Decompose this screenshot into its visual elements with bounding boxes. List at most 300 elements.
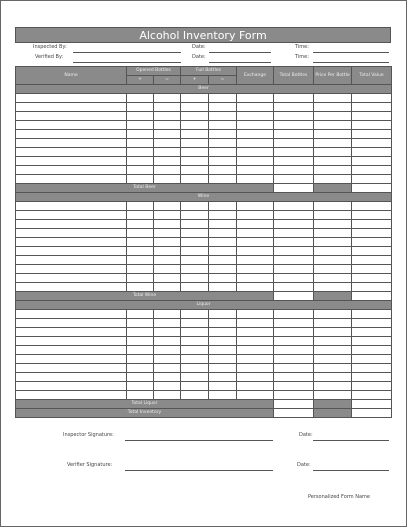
table-cell[interactable] bbox=[314, 103, 352, 112]
table-cell[interactable] bbox=[237, 166, 274, 175]
table-cell[interactable] bbox=[209, 229, 237, 238]
table-cell[interactable] bbox=[154, 139, 181, 148]
table-cell[interactable] bbox=[16, 328, 127, 337]
table-cell[interactable] bbox=[237, 175, 274, 184]
table-cell[interactable] bbox=[16, 247, 127, 256]
table-cell[interactable] bbox=[16, 121, 127, 130]
table-cell[interactable] bbox=[127, 175, 154, 184]
table-cell[interactable] bbox=[352, 247, 392, 256]
table-cell[interactable] bbox=[154, 220, 181, 229]
table-cell[interactable] bbox=[274, 220, 314, 229]
table-cell[interactable] bbox=[314, 274, 352, 283]
table-cell[interactable] bbox=[127, 391, 154, 400]
verified-time-field[interactable] bbox=[313, 62, 389, 63]
total-bottles-cell[interactable] bbox=[274, 409, 314, 418]
table-cell[interactable] bbox=[154, 247, 181, 256]
table-cell[interactable] bbox=[154, 337, 181, 346]
table-cell[interactable] bbox=[209, 103, 237, 112]
table-cell[interactable] bbox=[274, 238, 314, 247]
table-cell[interactable] bbox=[154, 364, 181, 373]
table-cell[interactable] bbox=[154, 103, 181, 112]
table-cell[interactable] bbox=[274, 139, 314, 148]
table-cell[interactable] bbox=[181, 319, 209, 328]
table-cell[interactable] bbox=[181, 211, 209, 220]
table-cell[interactable] bbox=[314, 328, 352, 337]
table-cell[interactable] bbox=[181, 130, 209, 139]
table-cell[interactable] bbox=[16, 130, 127, 139]
table-cell[interactable] bbox=[274, 328, 314, 337]
table-cell[interactable] bbox=[352, 319, 392, 328]
inspector-signature-date-field[interactable] bbox=[313, 440, 389, 441]
table-cell[interactable] bbox=[154, 121, 181, 130]
table-cell[interactable] bbox=[274, 355, 314, 364]
verified-by-field[interactable] bbox=[73, 62, 181, 63]
table-cell[interactable] bbox=[314, 238, 352, 247]
table-cell[interactable] bbox=[314, 337, 352, 346]
section-label: Liquor bbox=[16, 301, 392, 310]
table-cell[interactable] bbox=[209, 157, 237, 166]
table-cell[interactable] bbox=[352, 391, 392, 400]
table-cell[interactable] bbox=[237, 283, 274, 292]
table-cell[interactable] bbox=[154, 274, 181, 283]
table-cell[interactable] bbox=[237, 274, 274, 283]
table-cell[interactable] bbox=[274, 148, 314, 157]
table-cell[interactable] bbox=[274, 94, 314, 103]
table-cell[interactable] bbox=[209, 355, 237, 364]
table-cell[interactable] bbox=[154, 328, 181, 337]
table-cell[interactable] bbox=[274, 211, 314, 220]
verifier-signature-field[interactable] bbox=[125, 470, 273, 471]
table-cell[interactable] bbox=[16, 238, 127, 247]
table-cell[interactable] bbox=[154, 175, 181, 184]
table-cell[interactable] bbox=[237, 247, 274, 256]
table-cell[interactable] bbox=[352, 328, 392, 337]
table-cell[interactable] bbox=[314, 256, 352, 265]
table-cell[interactable] bbox=[181, 364, 209, 373]
table-cell[interactable] bbox=[181, 175, 209, 184]
table-cell[interactable] bbox=[352, 166, 392, 175]
table-cell[interactable] bbox=[154, 229, 181, 238]
table-cell[interactable] bbox=[274, 319, 314, 328]
table-cell[interactable] bbox=[314, 310, 352, 319]
table-cell[interactable] bbox=[181, 112, 209, 121]
table-cell[interactable] bbox=[16, 202, 127, 211]
table-cell[interactable] bbox=[154, 112, 181, 121]
table-cell[interactable] bbox=[352, 373, 392, 382]
table-cell[interactable] bbox=[154, 256, 181, 265]
table-cell[interactable] bbox=[209, 265, 237, 274]
table-cell[interactable] bbox=[274, 112, 314, 121]
table-cell[interactable] bbox=[352, 238, 392, 247]
table-cell[interactable] bbox=[352, 355, 392, 364]
table-cell[interactable] bbox=[16, 274, 127, 283]
table-cell[interactable] bbox=[181, 256, 209, 265]
table-cell[interactable] bbox=[237, 103, 274, 112]
table-cell[interactable] bbox=[314, 94, 352, 103]
table-cell[interactable] bbox=[209, 211, 237, 220]
table-cell[interactable] bbox=[274, 175, 314, 184]
full-equals-header: = bbox=[209, 76, 237, 85]
table-cell[interactable] bbox=[127, 112, 154, 121]
table-cell[interactable] bbox=[127, 364, 154, 373]
table-cell[interactable] bbox=[127, 355, 154, 364]
table-cell[interactable] bbox=[209, 220, 237, 229]
table-cell[interactable] bbox=[274, 364, 314, 373]
table-cell[interactable] bbox=[314, 202, 352, 211]
table-cell[interactable] bbox=[274, 229, 314, 238]
table-cell[interactable] bbox=[237, 346, 274, 355]
table-cell[interactable] bbox=[127, 382, 154, 391]
table-cell[interactable] bbox=[314, 373, 352, 382]
table-cell[interactable] bbox=[314, 391, 352, 400]
table-cell[interactable] bbox=[154, 283, 181, 292]
table-cell[interactable] bbox=[274, 337, 314, 346]
table-cell[interactable] bbox=[352, 103, 392, 112]
table-cell[interactable] bbox=[127, 283, 154, 292]
table-cell[interactable] bbox=[314, 364, 352, 373]
verified-date-field[interactable] bbox=[209, 62, 271, 63]
table-cell[interactable] bbox=[352, 157, 392, 166]
table-cell[interactable] bbox=[127, 229, 154, 238]
table-cell[interactable] bbox=[352, 94, 392, 103]
total-value-cell[interactable] bbox=[352, 184, 392, 193]
table-cell[interactable] bbox=[237, 238, 274, 247]
table-cell[interactable] bbox=[154, 310, 181, 319]
table-cell[interactable] bbox=[314, 166, 352, 175]
table-cell[interactable] bbox=[127, 220, 154, 229]
table-cell[interactable] bbox=[16, 211, 127, 220]
table-cell[interactable] bbox=[237, 148, 274, 157]
table-cell[interactable] bbox=[16, 283, 127, 292]
table-cell[interactable] bbox=[352, 256, 392, 265]
table-cell[interactable] bbox=[154, 346, 181, 355]
table-cell[interactable] bbox=[274, 256, 314, 265]
table-cell[interactable] bbox=[209, 121, 237, 130]
table-cell[interactable] bbox=[127, 157, 154, 166]
total-value-cell[interactable] bbox=[352, 409, 392, 418]
table-cell[interactable] bbox=[181, 148, 209, 157]
table-cell[interactable] bbox=[181, 328, 209, 337]
table-cell[interactable] bbox=[274, 346, 314, 355]
table-cell[interactable] bbox=[314, 283, 352, 292]
table-cell[interactable] bbox=[127, 274, 154, 283]
inspected-date-field[interactable] bbox=[209, 52, 271, 53]
table-cell[interactable] bbox=[154, 94, 181, 103]
table-cell[interactable] bbox=[237, 121, 274, 130]
table-cell[interactable] bbox=[274, 274, 314, 283]
table-cell[interactable] bbox=[127, 148, 154, 157]
table-cell[interactable] bbox=[237, 373, 274, 382]
table-cell[interactable] bbox=[16, 139, 127, 148]
table-cell[interactable] bbox=[352, 148, 392, 157]
table-cell[interactable] bbox=[352, 346, 392, 355]
table-cell[interactable] bbox=[181, 310, 209, 319]
table-cell[interactable] bbox=[181, 202, 209, 211]
table-cell[interactable] bbox=[209, 319, 237, 328]
table-cell[interactable] bbox=[237, 310, 274, 319]
table-cell[interactable] bbox=[154, 148, 181, 157]
table-cell[interactable] bbox=[314, 229, 352, 238]
table-cell[interactable] bbox=[209, 166, 237, 175]
table-cell[interactable] bbox=[274, 247, 314, 256]
table-cell[interactable] bbox=[209, 346, 237, 355]
table-cell[interactable] bbox=[209, 112, 237, 121]
verifier-signature-date-field[interactable] bbox=[313, 470, 389, 471]
table-cell[interactable] bbox=[237, 94, 274, 103]
table-cell[interactable] bbox=[16, 265, 127, 274]
table-cell[interactable] bbox=[274, 265, 314, 274]
table-cell[interactable] bbox=[181, 355, 209, 364]
table-cell[interactable] bbox=[352, 337, 392, 346]
table-cell[interactable] bbox=[154, 319, 181, 328]
table-cell[interactable] bbox=[181, 382, 209, 391]
table-cell[interactable] bbox=[127, 166, 154, 175]
total-bottles-header: Total Bottles bbox=[274, 67, 314, 85]
table-cell[interactable] bbox=[237, 391, 274, 400]
table-cell[interactable] bbox=[314, 148, 352, 157]
table-cell[interactable] bbox=[352, 139, 392, 148]
table-cell[interactable] bbox=[127, 139, 154, 148]
table-cell[interactable] bbox=[209, 175, 237, 184]
total-bottles-cell[interactable] bbox=[274, 184, 314, 193]
table-cell[interactable] bbox=[209, 391, 237, 400]
table-cell[interactable] bbox=[209, 310, 237, 319]
table-cell[interactable] bbox=[154, 238, 181, 247]
table-cell[interactable] bbox=[16, 103, 127, 112]
table-row bbox=[16, 256, 392, 265]
table-cell[interactable] bbox=[181, 337, 209, 346]
table-cell[interactable] bbox=[154, 355, 181, 364]
total-value-header: Total Value bbox=[352, 67, 392, 85]
table-cell[interactable] bbox=[209, 274, 237, 283]
table-cell[interactable] bbox=[16, 220, 127, 229]
table-cell[interactable] bbox=[181, 373, 209, 382]
section-header-row bbox=[16, 85, 392, 94]
table-cell[interactable] bbox=[181, 346, 209, 355]
table-cell[interactable] bbox=[154, 382, 181, 391]
table-cell[interactable] bbox=[154, 157, 181, 166]
table-cell[interactable] bbox=[209, 256, 237, 265]
table-cell[interactable] bbox=[314, 130, 352, 139]
table-cell[interactable] bbox=[274, 157, 314, 166]
table-cell[interactable] bbox=[127, 238, 154, 247]
table-cell[interactable] bbox=[314, 319, 352, 328]
table-cell[interactable] bbox=[209, 148, 237, 157]
table-cell[interactable] bbox=[352, 211, 392, 220]
table-cell[interactable] bbox=[181, 247, 209, 256]
table-cell[interactable] bbox=[16, 112, 127, 121]
table-cell[interactable] bbox=[314, 355, 352, 364]
inspected-by-field[interactable] bbox=[73, 52, 181, 53]
table-cell[interactable] bbox=[237, 328, 274, 337]
total-bottles-cell[interactable] bbox=[274, 292, 314, 301]
table-cell[interactable] bbox=[209, 238, 237, 247]
table-cell[interactable] bbox=[127, 265, 154, 274]
table-cell[interactable] bbox=[352, 175, 392, 184]
table-cell[interactable] bbox=[209, 247, 237, 256]
table-cell[interactable] bbox=[314, 346, 352, 355]
table-cell[interactable] bbox=[314, 220, 352, 229]
table-cell[interactable] bbox=[352, 229, 392, 238]
table-cell[interactable] bbox=[127, 373, 154, 382]
exchange-header: Exchange bbox=[237, 67, 274, 85]
table-cell[interactable] bbox=[16, 364, 127, 373]
table-cell[interactable] bbox=[237, 319, 274, 328]
table-cell[interactable] bbox=[314, 112, 352, 121]
table-cell[interactable] bbox=[181, 121, 209, 130]
table-cell[interactable] bbox=[181, 220, 209, 229]
table-cell[interactable] bbox=[274, 166, 314, 175]
table-cell[interactable] bbox=[127, 94, 154, 103]
table-cell[interactable] bbox=[274, 130, 314, 139]
table-cell[interactable] bbox=[274, 382, 314, 391]
table-cell[interactable] bbox=[16, 373, 127, 382]
table-cell[interactable] bbox=[16, 391, 127, 400]
table-cell[interactable] bbox=[154, 373, 181, 382]
table-cell[interactable] bbox=[16, 346, 127, 355]
table-cell[interactable] bbox=[237, 256, 274, 265]
table-cell[interactable] bbox=[16, 94, 127, 103]
table-cell[interactable] bbox=[314, 382, 352, 391]
inspector-signature-field[interactable] bbox=[125, 440, 273, 441]
table-cell[interactable] bbox=[352, 265, 392, 274]
table-cell[interactable] bbox=[352, 112, 392, 121]
table-row bbox=[16, 166, 392, 175]
table-cell[interactable] bbox=[274, 283, 314, 292]
table-cell[interactable] bbox=[181, 283, 209, 292]
table-cell[interactable] bbox=[237, 112, 274, 121]
table-cell[interactable] bbox=[209, 94, 237, 103]
table-cell[interactable] bbox=[209, 202, 237, 211]
table-cell[interactable] bbox=[209, 364, 237, 373]
table-cell[interactable] bbox=[181, 139, 209, 148]
table-cell[interactable] bbox=[274, 310, 314, 319]
table-cell[interactable] bbox=[237, 211, 274, 220]
table-cell[interactable] bbox=[237, 220, 274, 229]
table-cell[interactable] bbox=[16, 166, 127, 175]
table-cell[interactable] bbox=[127, 121, 154, 130]
table-cell[interactable] bbox=[237, 130, 274, 139]
table-cell[interactable] bbox=[127, 346, 154, 355]
table-cell[interactable] bbox=[154, 391, 181, 400]
table-cell[interactable] bbox=[16, 319, 127, 328]
table-cell[interactable] bbox=[154, 202, 181, 211]
table-cell[interactable] bbox=[237, 157, 274, 166]
table-cell[interactable] bbox=[352, 220, 392, 229]
table-cell[interactable] bbox=[237, 355, 274, 364]
table-cell[interactable] bbox=[314, 265, 352, 274]
table-cell[interactable] bbox=[154, 130, 181, 139]
table-cell[interactable] bbox=[127, 247, 154, 256]
table-cell[interactable] bbox=[154, 211, 181, 220]
table-cell[interactable] bbox=[181, 238, 209, 247]
table-cell[interactable] bbox=[16, 382, 127, 391]
section-label: Wine bbox=[16, 193, 392, 202]
table-cell[interactable] bbox=[127, 103, 154, 112]
table-cell[interactable] bbox=[237, 337, 274, 346]
table-cell[interactable] bbox=[352, 382, 392, 391]
table-cell[interactable] bbox=[274, 373, 314, 382]
table-cell[interactable] bbox=[16, 175, 127, 184]
table-cell[interactable] bbox=[237, 364, 274, 373]
table-cell[interactable] bbox=[352, 364, 392, 373]
table-cell[interactable] bbox=[237, 139, 274, 148]
total-value-cell[interactable] bbox=[352, 400, 392, 409]
table-cell[interactable] bbox=[274, 121, 314, 130]
table-row bbox=[16, 148, 392, 157]
table-cell[interactable] bbox=[314, 211, 352, 220]
table-cell[interactable] bbox=[16, 229, 127, 238]
table-cell[interactable] bbox=[352, 283, 392, 292]
table-cell[interactable] bbox=[154, 166, 181, 175]
table-cell[interactable] bbox=[181, 166, 209, 175]
table-cell[interactable] bbox=[237, 229, 274, 238]
table-cell[interactable] bbox=[352, 130, 392, 139]
table-cell[interactable] bbox=[352, 202, 392, 211]
table-cell[interactable] bbox=[209, 328, 237, 337]
table-cell[interactable] bbox=[127, 337, 154, 346]
inspected-time-field[interactable] bbox=[313, 52, 389, 53]
table-cell[interactable] bbox=[16, 355, 127, 364]
table-cell[interactable] bbox=[16, 256, 127, 265]
table-cell[interactable] bbox=[314, 139, 352, 148]
table-cell[interactable] bbox=[274, 103, 314, 112]
table-cell[interactable] bbox=[237, 202, 274, 211]
total-value-cell[interactable] bbox=[352, 292, 392, 301]
table-cell[interactable] bbox=[127, 256, 154, 265]
table-cell[interactable] bbox=[181, 265, 209, 274]
table-cell[interactable] bbox=[16, 337, 127, 346]
table-cell[interactable] bbox=[314, 121, 352, 130]
table-cell[interactable] bbox=[352, 121, 392, 130]
table-cell[interactable] bbox=[127, 202, 154, 211]
table-cell[interactable] bbox=[181, 229, 209, 238]
table-cell[interactable] bbox=[274, 391, 314, 400]
table-cell[interactable] bbox=[127, 130, 154, 139]
table-cell[interactable] bbox=[209, 139, 237, 148]
table-cell[interactable] bbox=[237, 265, 274, 274]
table-cell[interactable] bbox=[314, 157, 352, 166]
table-cell[interactable] bbox=[181, 391, 209, 400]
table-cell[interactable] bbox=[181, 94, 209, 103]
table-cell[interactable] bbox=[209, 373, 237, 382]
table-cell[interactable] bbox=[352, 310, 392, 319]
table-cell[interactable] bbox=[209, 283, 237, 292]
table-cell[interactable] bbox=[16, 310, 127, 319]
verifier-signature-label: Verifier Signature: bbox=[67, 462, 113, 468]
table-cell[interactable] bbox=[16, 157, 127, 166]
table-cell[interactable] bbox=[209, 382, 237, 391]
table-cell[interactable] bbox=[237, 382, 274, 391]
verifier-signature-date-label: Date: bbox=[297, 462, 311, 468]
table-cell[interactable] bbox=[127, 319, 154, 328]
table-cell[interactable] bbox=[16, 148, 127, 157]
table-cell[interactable] bbox=[181, 274, 209, 283]
table-cell[interactable] bbox=[314, 175, 352, 184]
table-cell[interactable] bbox=[154, 265, 181, 274]
table-cell[interactable] bbox=[127, 211, 154, 220]
total-bottles-cell[interactable] bbox=[274, 400, 314, 409]
table-cell[interactable] bbox=[181, 157, 209, 166]
table-cell[interactable] bbox=[181, 103, 209, 112]
table-cell[interactable] bbox=[352, 274, 392, 283]
table-cell[interactable] bbox=[209, 337, 237, 346]
table-cell[interactable] bbox=[314, 247, 352, 256]
table-cell[interactable] bbox=[209, 130, 237, 139]
table-cell[interactable] bbox=[127, 328, 154, 337]
table-cell[interactable] bbox=[127, 310, 154, 319]
table-cell[interactable] bbox=[274, 202, 314, 211]
